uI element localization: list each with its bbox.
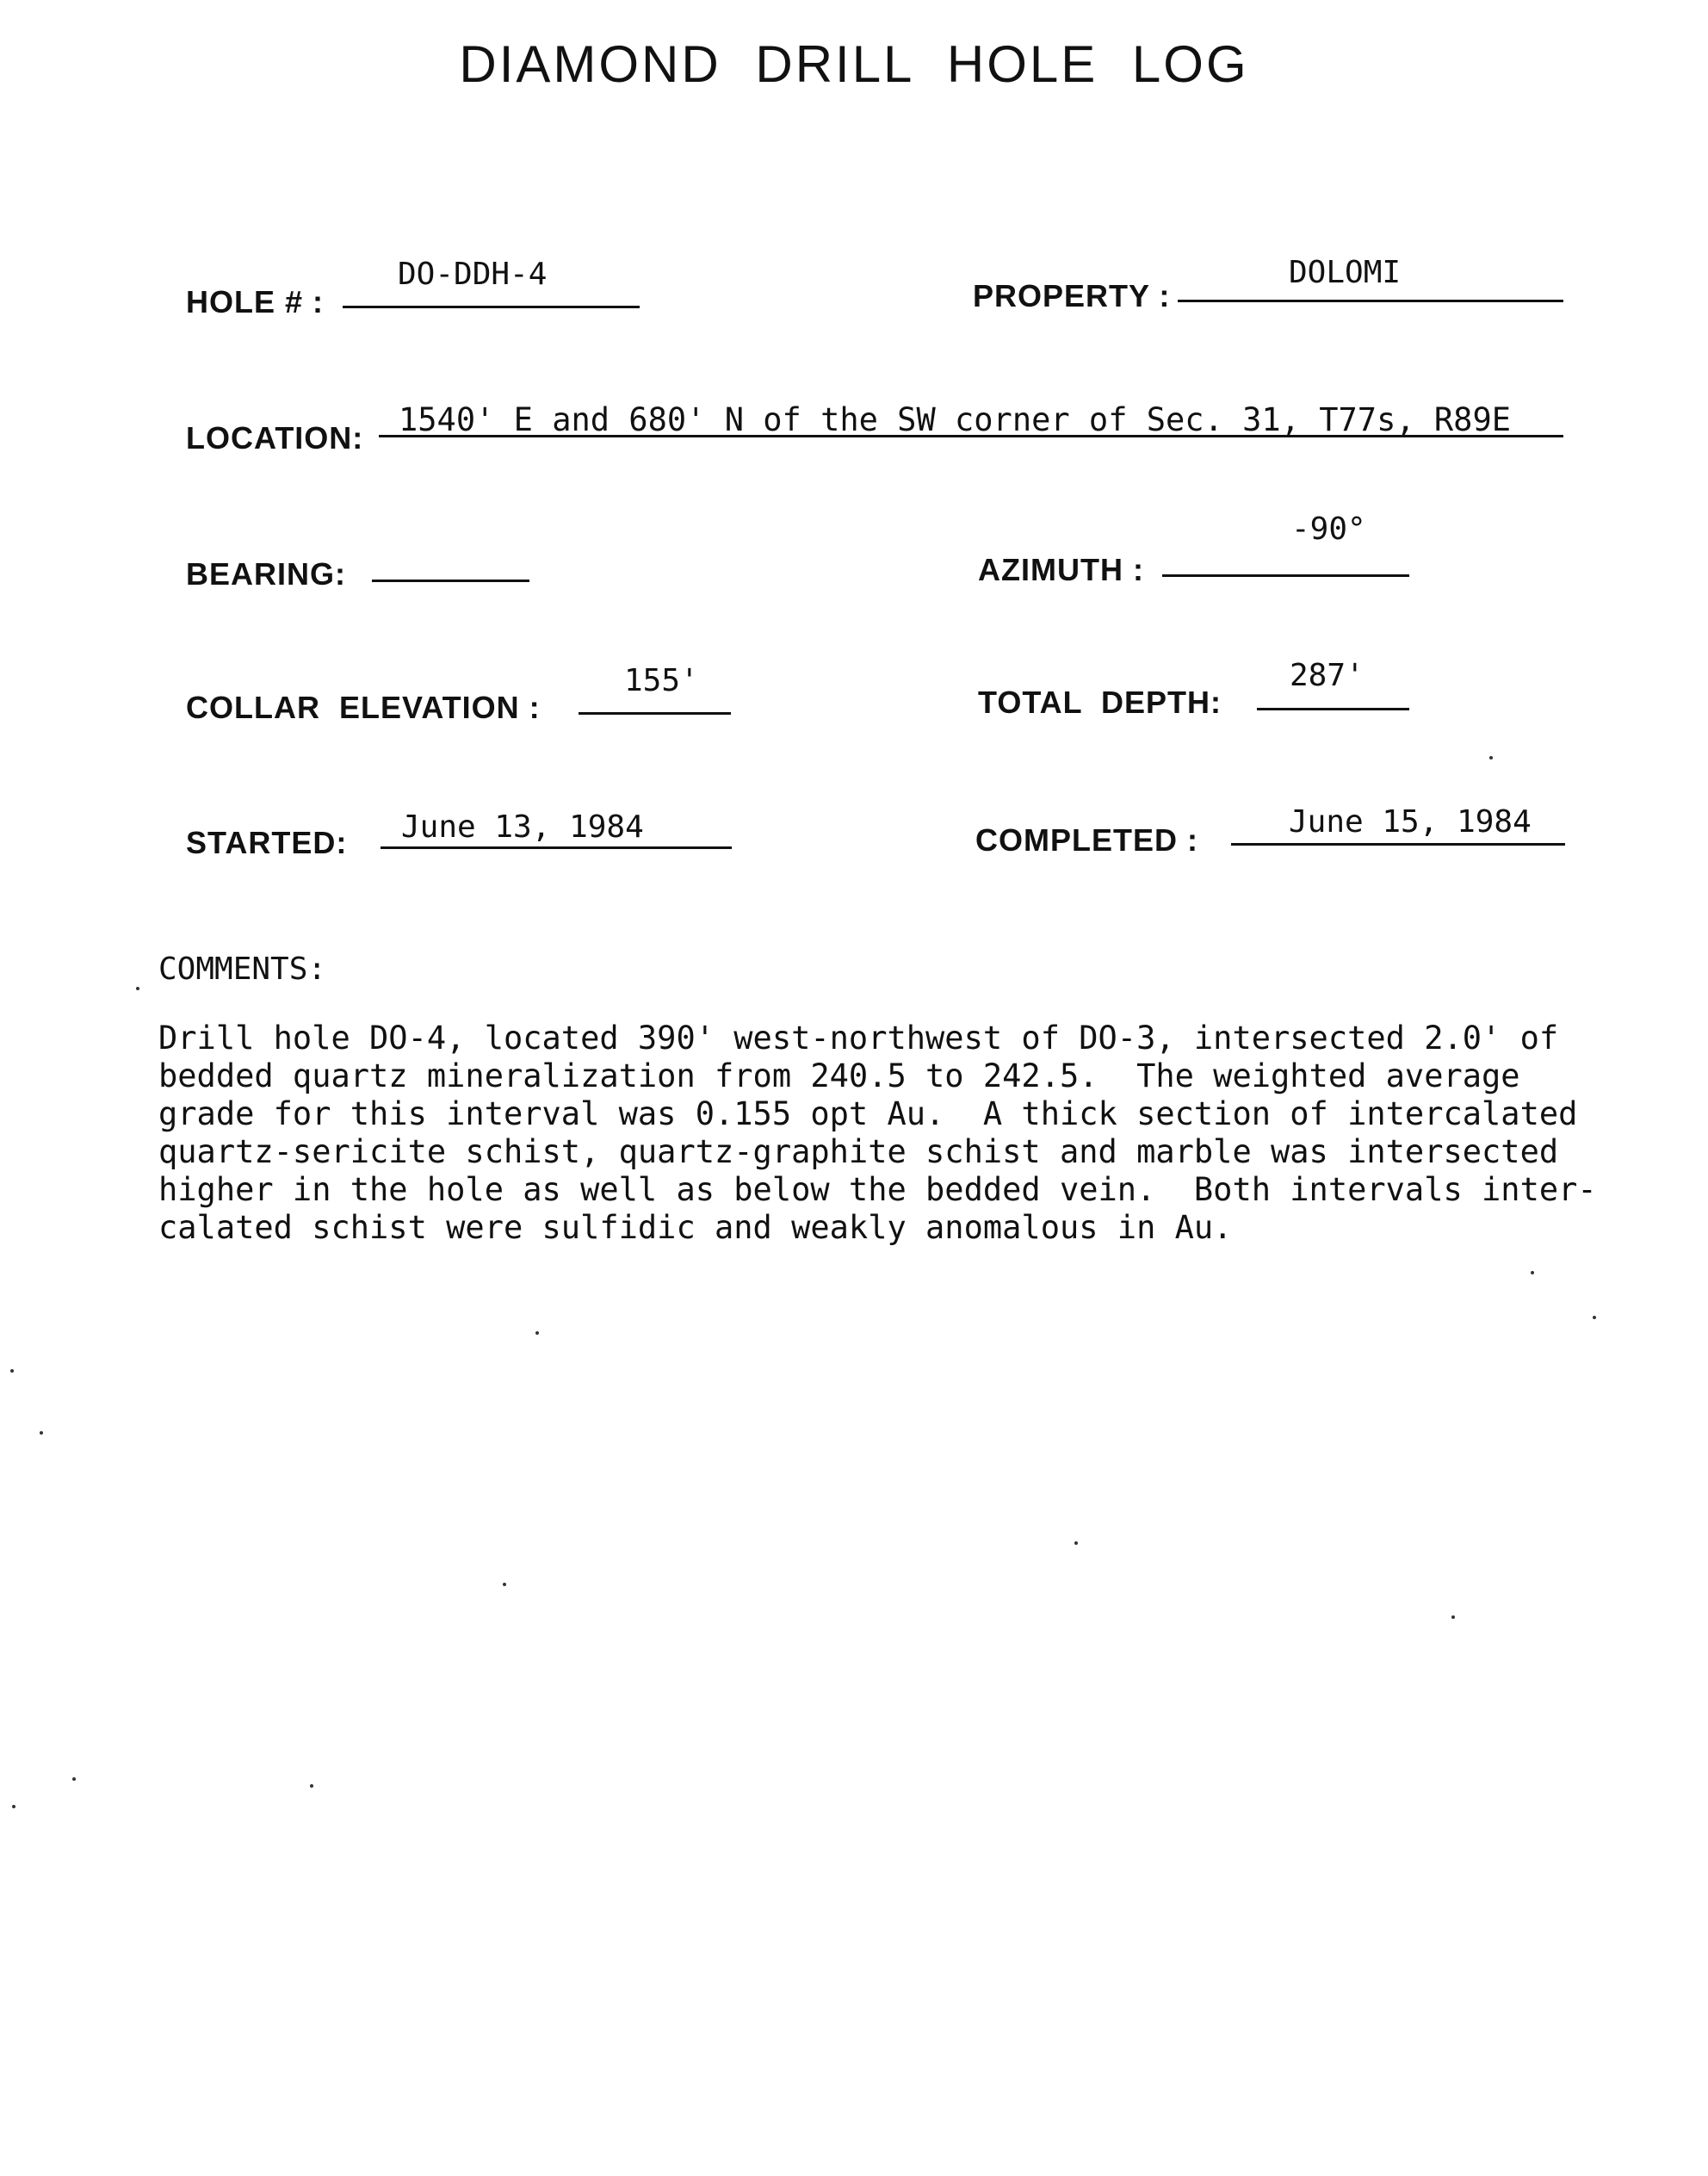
scan-speck — [1593, 1316, 1596, 1319]
collar-elevation-underline — [579, 712, 731, 715]
bearing-label: BEARING: — [186, 556, 346, 592]
completed-value: June 15, 1984 — [1289, 804, 1532, 840]
comment-line: bedded quartz mineralization from 240.5 to 242.5. The weighted average — [158, 1057, 1520, 1094]
scan-speck — [1451, 1615, 1455, 1619]
completed-label: COMPLETED : — [975, 822, 1198, 858]
property-value: DOLOMI — [1289, 255, 1402, 290]
completed-underline — [1231, 843, 1565, 846]
property-label: PROPERTY : — [973, 278, 1171, 313]
started-underline — [381, 846, 732, 849]
scan-speck — [503, 1583, 506, 1586]
scan-speck — [1074, 1541, 1078, 1545]
azimuth-value: -90° — [1291, 511, 1366, 547]
collar-elevation-value: 155' — [624, 663, 699, 698]
started-label: STARTED: — [186, 825, 348, 860]
comment-line: higher in the hole as well as below the bedded vein. Both intervals inter- — [158, 1171, 1597, 1208]
started-value: June 13, 1984 — [401, 809, 644, 845]
hole-underline — [343, 306, 640, 308]
comment-line: Drill hole DO-4, located 390' west-northwest of DO-3, intersected 2.0' of — [158, 1020, 1559, 1057]
hole-label: HOLE # : — [186, 284, 325, 319]
total-depth-underline — [1257, 708, 1409, 710]
scan-speck — [1531, 1271, 1534, 1274]
comment-line: grade for this interval was 0.155 opt Au. A thick section of intercalated — [158, 1095, 1578, 1132]
property-underline — [1178, 300, 1563, 302]
location-value: 1540' E and 680' N of the SW corner of Sec. 31, T77s, R89E — [399, 401, 1512, 438]
scan-speck — [136, 987, 139, 990]
scan-speck — [12, 1805, 15, 1808]
scan-speck — [535, 1331, 539, 1335]
scan-speck — [40, 1431, 43, 1435]
scan-speck — [10, 1369, 14, 1373]
collar-elevation-label: COLLAR ELEVATION : — [186, 690, 541, 725]
azimuth-label: AZIMUTH : — [978, 552, 1144, 587]
scan-speck — [310, 1784, 313, 1788]
total-depth-label: TOTAL DEPTH: — [978, 685, 1222, 720]
comment-line: calated schist were sulfidic and weakly anomalous in Au. — [158, 1209, 1233, 1246]
comments-body — [158, 1020, 1597, 1247]
hole-value: DO-DDH-4 — [398, 257, 548, 292]
azimuth-underline — [1162, 574, 1409, 577]
scan-speck — [72, 1777, 76, 1781]
location-underline — [379, 435, 1563, 437]
page-title: DIAMOND DRILL HOLE LOG — [459, 35, 1249, 93]
total-depth-value: 287' — [1290, 658, 1365, 693]
location-label: LOCATION: — [186, 420, 364, 456]
comments-label: COMMENTS: — [158, 952, 327, 987]
bearing-underline — [372, 580, 529, 582]
comment-line: quartz-sericite schist, quartz-graphite schist and marble was intersected — [158, 1133, 1559, 1170]
scan-speck — [1489, 756, 1493, 759]
